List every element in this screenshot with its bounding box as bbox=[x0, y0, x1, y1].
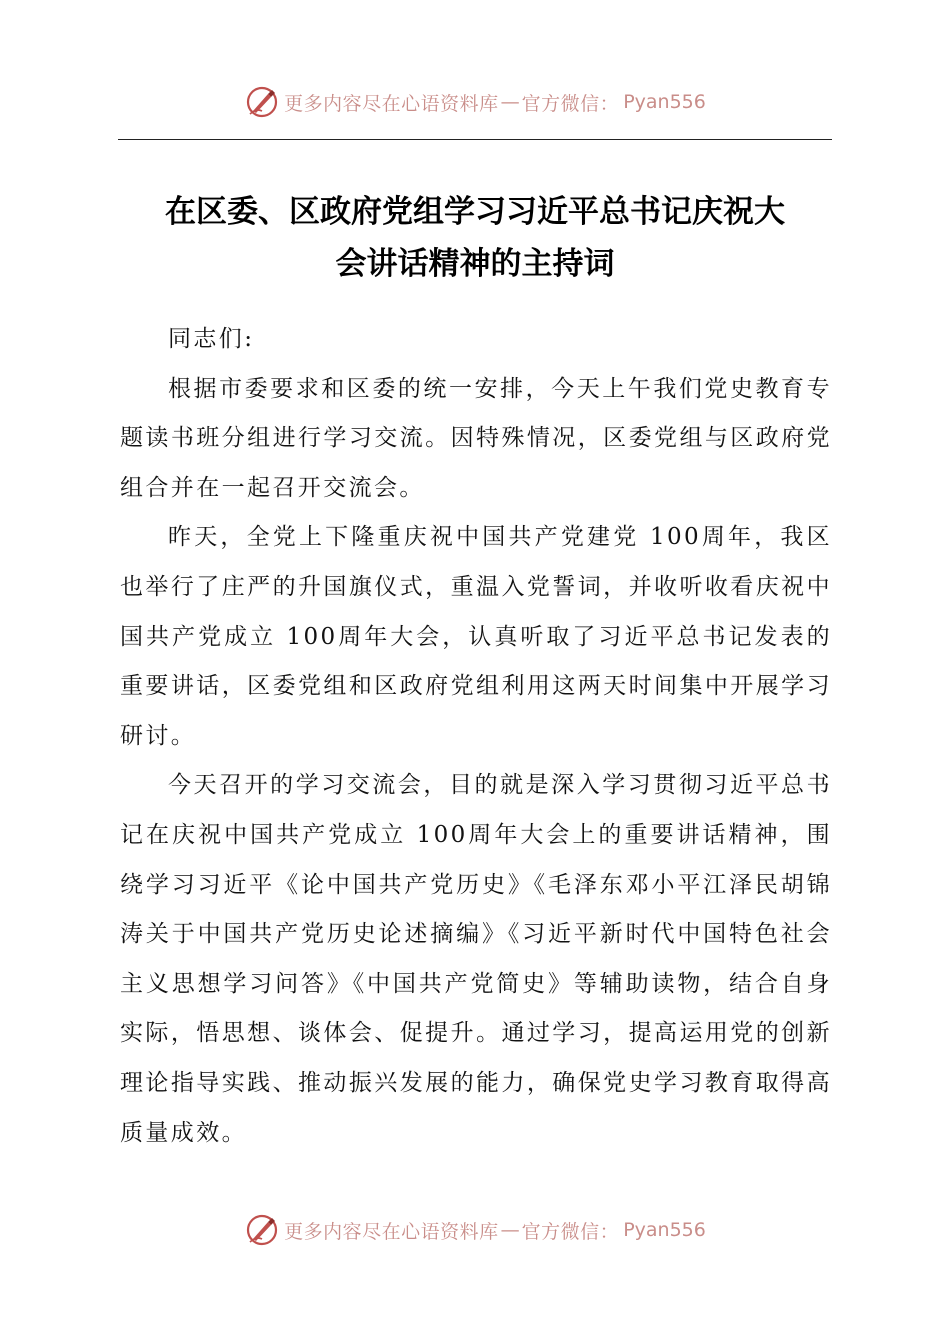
watermark-dash: — bbox=[500, 1219, 520, 1241]
title-line-2: 会讲话精神的主持词 bbox=[335, 246, 615, 282]
pen-logo-icon bbox=[244, 84, 280, 120]
watermark-wechat-id: Pyan556 bbox=[623, 91, 706, 113]
header-watermark bbox=[0, 82, 950, 122]
document-body bbox=[120, 315, 832, 1158]
footer-watermark bbox=[0, 1210, 950, 1250]
document-title bbox=[110, 186, 840, 290]
paragraph-3: 今天召开的学习交流会，目的就是深入学习贯彻习近平总书记在庆祝中国共产党成立 100周年大会上的重要讲话精神，围绕学习习近平《论中国共产党历史》《毛泽东邓小平江泽民胡锦涛关于中国共产党历史论述摘编》《习近平新时代中国特色社会主义思想学习问答》《中国共产党简史》等辅助读物，结合自身实际，悟思想、谈体会、促提升。通过学习，提高运用党的创新理论指导实践、推动振兴发展的能力，确保党史学习教育取得高质量成效。 bbox=[120, 772, 832, 1146]
pen-logo-icon bbox=[244, 1212, 280, 1248]
paragraph-2: 昨天，全党上下隆重庆祝中国共产党建党 100周年，我区也举行了庄严的升国旗仪式，重温入党誓词，并收听收看庆祝中国共产党成立 100周年大会，认真听取了习近平总书记发表的重要讲话，区委党组和区政府党组利用这两天时间集中开展学习研讨。 bbox=[120, 524, 832, 749]
watermark-wechat-id: Pyan556 bbox=[623, 1219, 706, 1241]
watermark-dash: — bbox=[500, 91, 520, 113]
watermark-brand: 更多内容尽在心语资料库 bbox=[284, 92, 499, 115]
watermark-official-label: 官方微信： bbox=[521, 1220, 620, 1243]
title-line-1: 在区委、区政府党组学习习近平总书记庆祝大 bbox=[165, 194, 785, 230]
watermark-brand: 更多内容尽在心语资料库 bbox=[284, 1220, 499, 1243]
watermark-official-label: 官方微信： bbox=[521, 92, 620, 115]
paragraph-1: 根据市委要求和区委的统一安排，今天上午我们党史教育专题读书班分组进行学习交流。因特殊情况，区委党组与区政府党组合并在一起召开交流会。 bbox=[120, 375, 832, 501]
greeting: 同志们: bbox=[168, 326, 255, 352]
header-divider bbox=[118, 139, 832, 140]
